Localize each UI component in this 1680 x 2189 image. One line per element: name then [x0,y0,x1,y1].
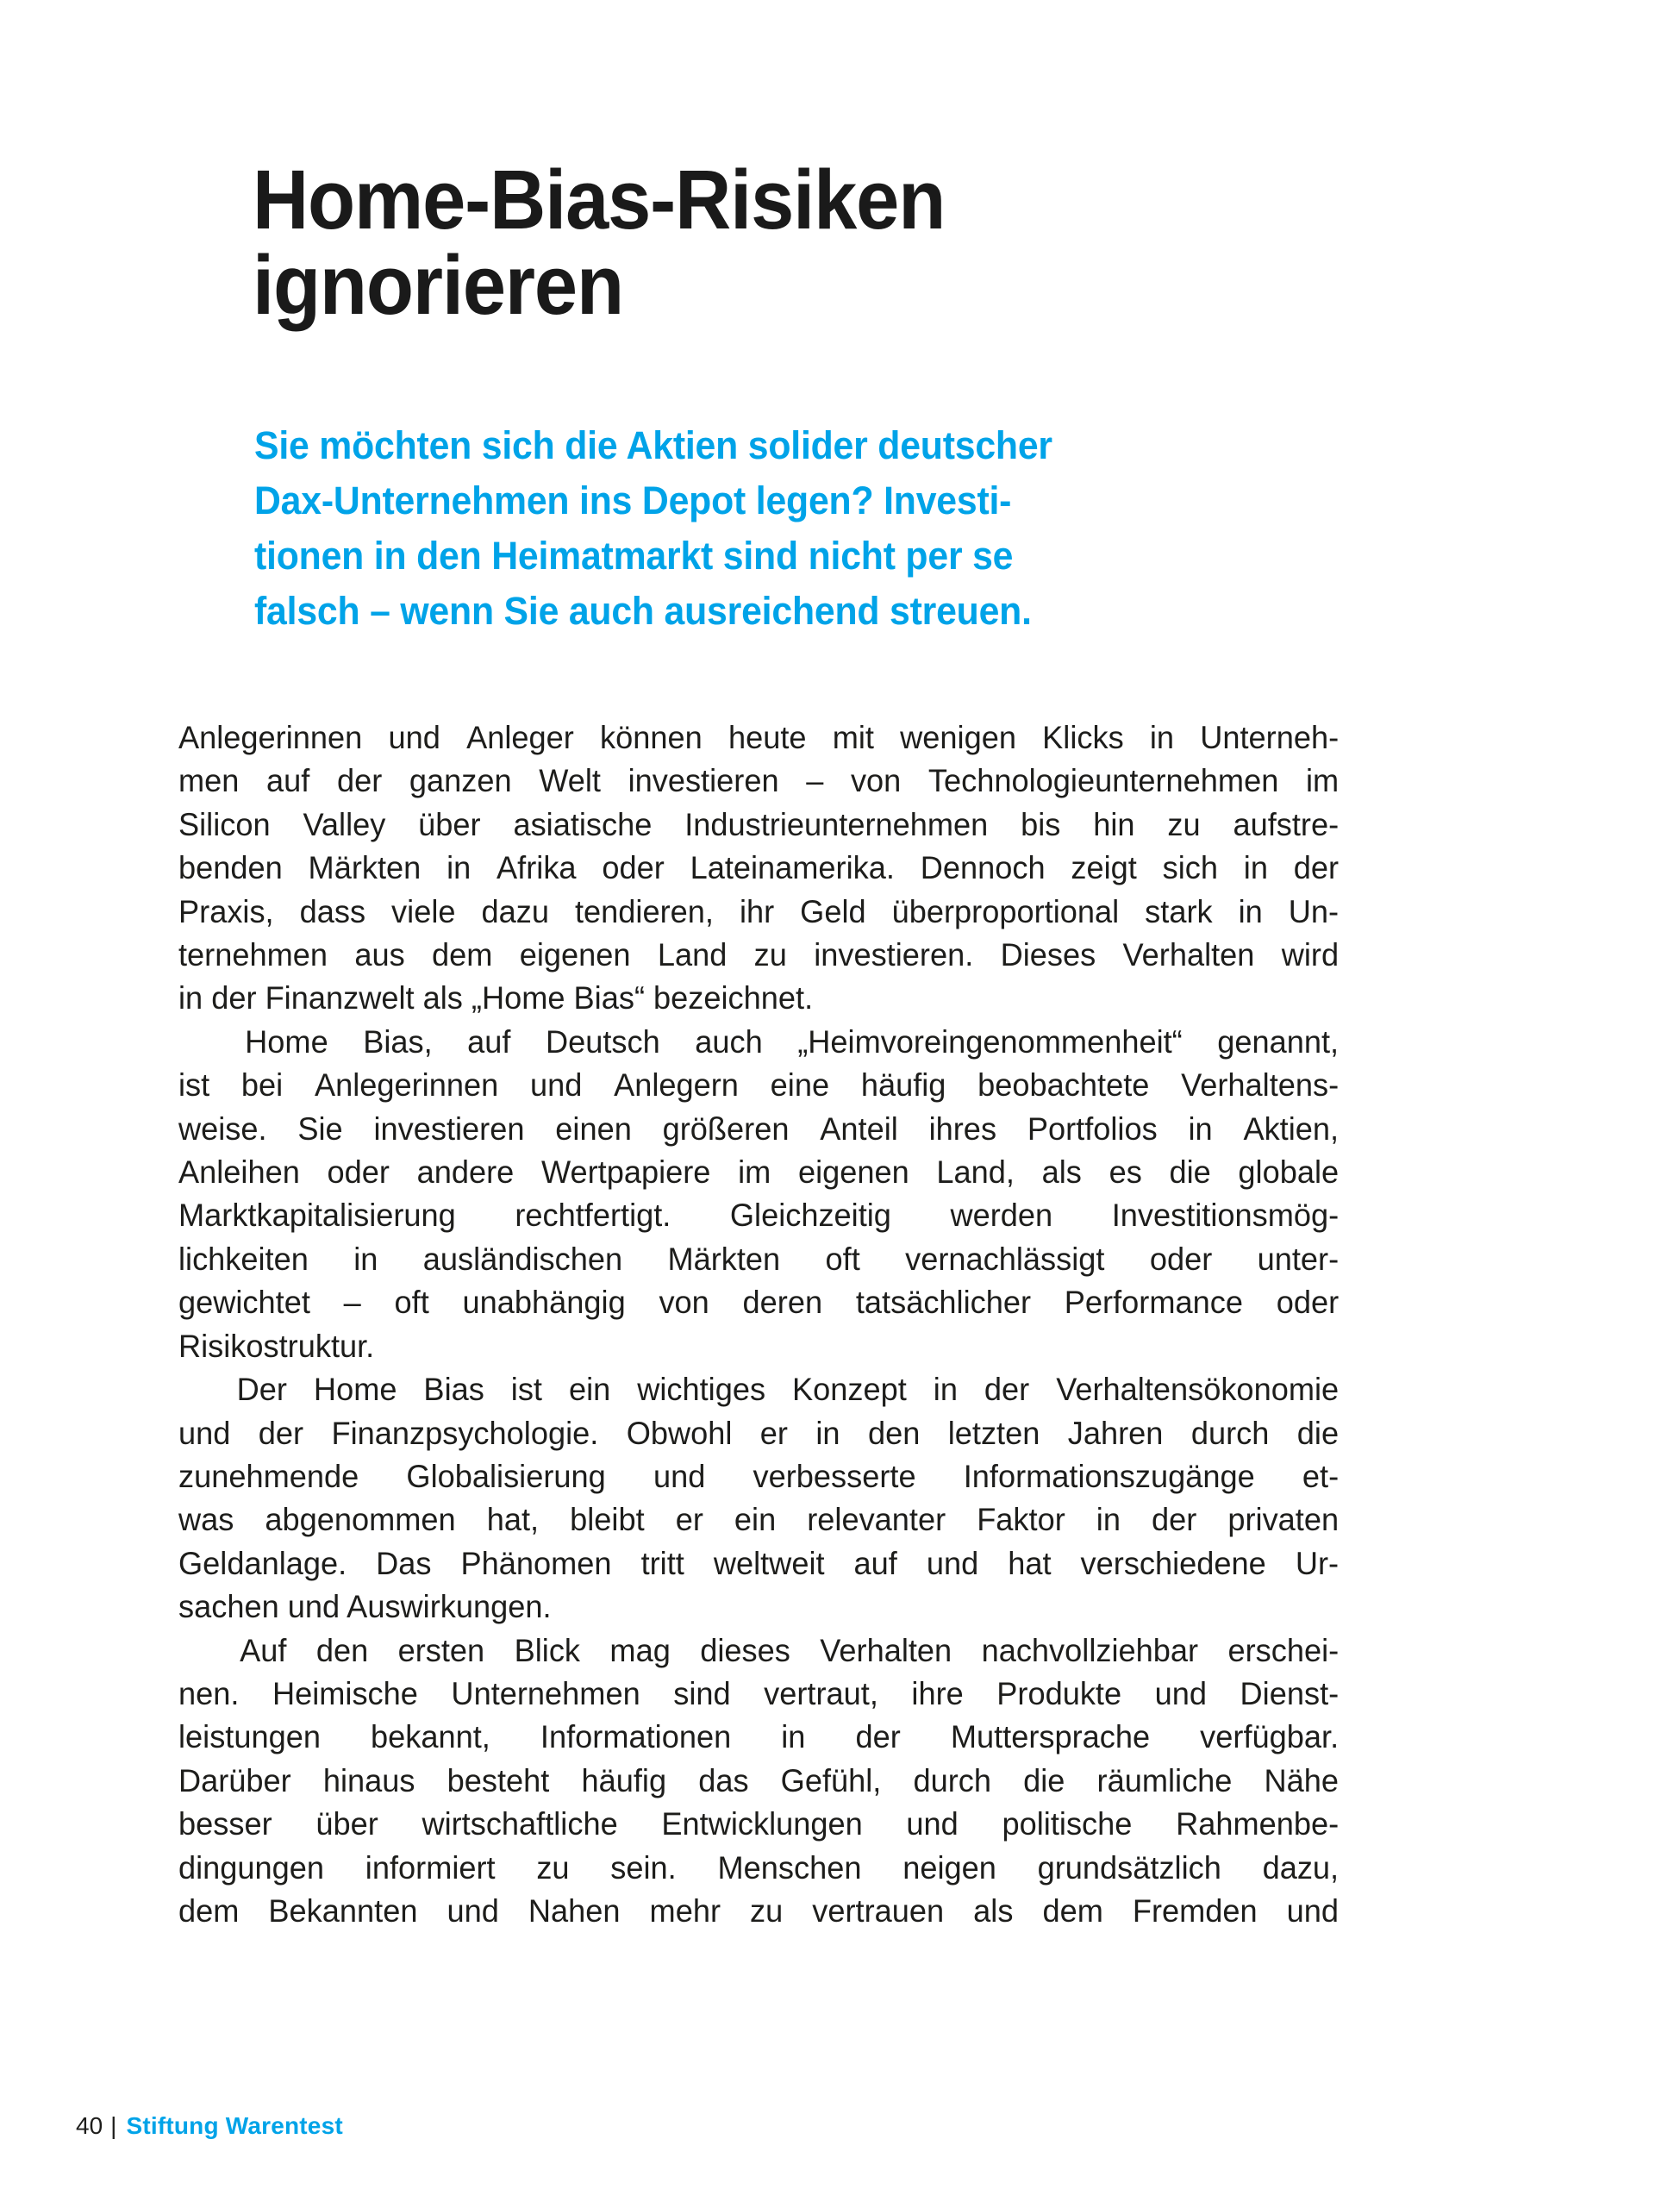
body-line [178,1150,1339,1193]
body-word: auf [853,1544,897,1581]
body-word: weltweit [713,1544,825,1581]
page-footer [76,2114,343,2138]
body-line [178,1280,1339,1323]
body-word: Finanzpsychologie. [331,1414,599,1451]
body-word: die [1169,1154,1211,1191]
body-word: Home [313,1371,397,1408]
body-word: lichkeiten [178,1240,309,1277]
body-word: Produkte [996,1674,1122,1711]
body-word: besteht [447,1761,550,1798]
body-word: Praxis, [178,892,274,929]
body-word: in [815,1414,840,1451]
body-word: die [1296,1414,1340,1451]
body-line [178,1759,1339,1802]
body-line [178,890,1339,933]
body-word: Unternehmen [451,1674,640,1711]
body-line [178,1672,1339,1715]
body-word: investieren [373,1110,525,1147]
body-word: oft [825,1240,860,1277]
body-word: mag [609,1631,671,1668]
body-word: wird [1281,936,1340,973]
body-word: hinaus [322,1761,415,1798]
body-line [178,1454,1339,1498]
body-paragraph [178,716,1339,1020]
body-word: Geld [800,892,866,929]
body-word: ein [568,1371,611,1408]
body-word: viele [391,892,456,929]
body-word: über [315,1805,378,1842]
body-word: von [850,762,902,799]
body-word: Gefühl, [780,1761,882,1798]
body-word: Verhalten [1122,936,1255,973]
body-word: Auf [240,1631,287,1668]
body-word: ganzen [409,762,512,799]
body-word: andere [416,1154,515,1191]
footer-separator: | [110,2112,117,2139]
body-word: sein. [610,1848,677,1886]
body-word: Obwohl [626,1414,733,1451]
page-number: 40 [76,2112,103,2139]
body-word: als [973,1892,1014,1929]
body-paragraph [178,1020,1339,1367]
body-word: Klicks [1042,719,1124,755]
body-word: oft [394,1284,429,1321]
body-word: bleibt [570,1501,645,1538]
body-word: in [781,1718,806,1755]
body-word: zu [1167,805,1201,842]
body-word: er [675,1501,703,1538]
body-word: zu [753,936,787,973]
body-word: Verhaltensökonomie [1056,1371,1340,1408]
body-word: grundsätzlich [1037,1848,1221,1886]
body-word: politische [1002,1805,1133,1842]
body-word: die [1023,1761,1065,1798]
body-word: abgenommen [265,1501,456,1538]
body-word: Home [245,1023,328,1060]
body-word: stark [1145,892,1213,929]
body-line [178,1846,1339,1889]
body-word: Nähe [1264,1761,1340,1798]
body-word: tritt [640,1544,684,1581]
body-word: als [1041,1154,1082,1191]
body-word: auf [467,1023,511,1060]
body-word: Un- [1288,892,1340,929]
body-word: Nahen [528,1892,621,1929]
body-word: mit [832,719,874,755]
body-word: Dennoch [920,849,1046,886]
body-line [178,1889,1339,1932]
body-word: deren [742,1284,823,1321]
body-word: Globalisierung [406,1457,606,1494]
body-word: Investitionsmög- [1111,1197,1340,1234]
body-word: wichtiges [637,1371,766,1408]
body-word: häufig [581,1761,667,1798]
body-word: benden [178,849,283,886]
body-word: überproportional [891,892,1120,929]
body-word: der [1152,1501,1197,1538]
body-word: oder [1149,1240,1213,1277]
body-line [178,1020,1339,1063]
body-word: durch [913,1761,992,1798]
publisher-name: Stiftung Warentest [126,2112,343,2139]
body-word: – [343,1284,361,1321]
body-word: Anteil [820,1110,898,1147]
body-word: dem [178,1892,240,1929]
page-title-line: ignorieren [253,237,623,332]
body-line: in der Finanzwelt als „Home Bias“ bezeichnet. [178,979,814,1016]
body-word: in [1188,1110,1213,1147]
body-line [178,1367,1339,1410]
page-title [253,152,1151,332]
body-word: ausländischen [422,1240,623,1277]
body-word: Bias, [363,1023,433,1060]
body-word: vertraut, [764,1674,878,1711]
body-word: ist [178,1066,210,1104]
body-word: oder [602,849,665,886]
body-word: und [1154,1674,1208,1711]
body-word: Blick [514,1631,581,1668]
paragraph-indent [178,1020,210,1063]
body-word: Portfolios [1027,1110,1158,1147]
body-word: wenigen [900,719,1016,755]
body-word: ternehmen [178,936,328,973]
body-word: ihr [739,892,775,929]
body-word: auch [695,1023,763,1060]
body-word: zu [536,1848,570,1886]
body-word: Anleger [466,719,574,755]
body-word: Land [657,936,728,973]
body-line: Risikostruktur. [178,1327,375,1364]
body-line [178,1542,1339,1585]
body-word: Märkten [308,849,422,886]
body-word: rechtfertigt. [515,1197,671,1234]
body-line [178,803,1339,846]
body-word: Das [376,1544,432,1581]
body-word: eigenen [519,936,631,973]
body-word: in [933,1371,958,1408]
body-word: weise. [178,1110,267,1147]
paragraph-indent [178,1629,210,1672]
body-line [178,1411,1339,1454]
body-word: tatsächlicher [855,1284,1032,1321]
body-word: Welt [539,762,601,799]
body-word: wirtschaftliche [422,1805,618,1842]
body-word: Deutsch [545,1023,660,1060]
body-word: und [653,1457,706,1494]
body-word: „Heimvoreingenommenheit“ [797,1023,1183,1060]
body-word: den [867,1414,921,1451]
body-word: und [926,1544,979,1581]
body-word: ist [510,1371,542,1408]
body-word: unter- [1257,1240,1340,1277]
body-line [178,1193,1339,1236]
body-word: dem [1042,1892,1103,1929]
body-word: räumliche [1096,1761,1233,1798]
body-word: von [659,1284,709,1321]
body-line [178,1629,1339,1672]
body-line [178,1715,1339,1758]
body-word: das [698,1761,749,1798]
body-word: Gleichzeitig [729,1197,891,1234]
body-word: Geldanlage. [178,1544,347,1581]
body-word: asiatische [513,805,653,842]
body-word: werden [950,1197,1053,1234]
body-word: erschei- [1227,1631,1340,1668]
body-word: bei [240,1066,284,1104]
body-word: Darüber [178,1761,291,1798]
body-word: der [336,762,383,799]
body-word: Anlegern [614,1066,739,1104]
body-word: und [178,1414,231,1451]
body-word: auf [266,762,310,799]
body-line: sachen und Auswirkungen. [178,1588,552,1625]
body-word: investieren. [814,936,974,973]
standfirst-line: tionen in den Heimatmarkt sind nicht per se [254,533,1014,578]
standfirst-line: Sie möchten sich die Aktien solider deutscher [254,423,1052,467]
body-word: Lateinamerika. [690,849,895,886]
body-word: Afrika [497,849,577,886]
body-word: der [1293,849,1340,886]
body-word: Marktkapitalisierung [178,1197,456,1234]
body-word: bekannt, [371,1718,490,1755]
body-word: Rahmenbe- [1176,1805,1340,1842]
body-word: dingungen [178,1848,325,1886]
body-line [178,716,1339,759]
article-body [178,716,1339,1932]
body-word: er [759,1414,788,1451]
body-word: Bekannten [268,1892,418,1929]
body-word: Anleihen [178,1154,300,1191]
body-word: Wertpapiere [540,1154,711,1191]
body-word: können [600,719,703,755]
body-word: globale [1238,1154,1340,1191]
body-word: letzten [947,1414,1040,1451]
body-word: Jahren [1067,1414,1164,1451]
body-word: Informationen [540,1718,732,1755]
body-word: verbesserte [753,1457,916,1494]
body-word: oder [1276,1284,1340,1321]
body-word: durch [1190,1414,1270,1451]
body-word: hat [1008,1544,1052,1581]
body-word: der [984,1371,1030,1408]
body-word: Silicon [178,805,271,842]
article-standfirst [254,418,1221,639]
body-word: aus [354,936,405,973]
body-word: verfügbar. [1200,1718,1340,1755]
paragraph-indent [178,1367,210,1410]
body-word: eigenen [797,1154,909,1191]
body-word: und [906,1805,959,1842]
body-word: hin [1093,805,1135,842]
body-paragraph [178,1367,1339,1628]
body-word: sind [673,1674,731,1711]
body-word: der [258,1414,304,1451]
body-word: Phänomen [460,1544,612,1581]
body-word: et- [1302,1457,1340,1494]
body-word: hat, [486,1501,540,1538]
body-word: Verhalten [820,1631,952,1668]
body-word: ein [734,1501,777,1538]
body-line [178,759,1339,802]
body-word: investieren [628,762,779,799]
body-word: einen [555,1110,632,1147]
body-word: und [529,1066,583,1104]
body-word: Dienst- [1240,1674,1340,1711]
body-word: beobachtete [977,1066,1150,1104]
body-word: unabhängig [462,1284,626,1321]
body-word: ihres [928,1110,997,1147]
body-word: in [447,849,472,886]
page-title-line: Home-Bias-Risiken [253,152,946,247]
body-word: gewichtet [178,1284,310,1321]
body-word: Fremden [1132,1892,1258,1929]
body-word: nen. [178,1674,240,1711]
body-word: heute [728,719,807,755]
body-word: Anlegerinnen [178,719,363,755]
body-word: Bias [423,1371,484,1408]
body-word: Technologieunternehmen [927,762,1279,799]
body-word: informiert [365,1848,496,1886]
body-word: zeigt [1071,849,1137,886]
body-word: dazu, [1262,1848,1340,1886]
body-word: Land, [936,1154,1015,1191]
body-word: eine [770,1066,830,1104]
body-line [178,1237,1339,1280]
body-word: aufstre- [1233,805,1340,842]
body-word: leistungen [178,1718,321,1755]
body-word: Informationszugänge [963,1457,1255,1494]
body-word: besser [178,1805,272,1842]
body-word: tendieren, [574,892,714,929]
body-word: Valley [303,805,386,842]
body-word: der [855,1718,901,1755]
body-line [178,1498,1339,1541]
body-word: Entwicklungen [661,1805,863,1842]
body-word: dazu [481,892,549,929]
standfirst-line: falsch – wenn Sie auch ausreichend streuen. [254,588,1032,633]
body-line [178,933,1339,976]
body-word: Märkten [667,1240,781,1277]
body-word: in [1149,719,1175,755]
body-word: vernachlässigt [905,1240,1105,1277]
body-word: was [178,1501,234,1538]
body-word: und [388,719,440,755]
body-word: Aktien, [1243,1110,1340,1147]
body-paragraph [178,1629,1339,1933]
body-line [178,1063,1339,1106]
body-word: in [1238,892,1263,929]
body-word: oder [327,1154,390,1191]
body-word: genannt, [1217,1023,1340,1060]
body-word: über [418,805,481,842]
body-word: Industrieunternehmen [684,805,989,842]
body-word: – [806,762,824,799]
body-word: und [1286,1892,1340,1929]
body-word: häufig [860,1066,946,1104]
body-word: zu [750,1892,784,1929]
body-word: im [738,1154,771,1191]
standfirst-line: Dax-Unternehmen ins Depot legen? Investi- [254,478,1012,522]
body-word: Verhaltens- [1181,1066,1340,1104]
body-word: ihre [911,1674,964,1711]
body-word: relevanter [807,1501,946,1538]
body-line [178,846,1339,889]
body-word: Dieses [1000,936,1096,973]
body-word: in [353,1240,378,1277]
body-word: Muttersprache [950,1718,1151,1755]
body-word: men [178,762,240,799]
body-word: vertrauen [812,1892,945,1929]
body-word: verschiedene [1080,1544,1266,1581]
body-word: größeren [662,1110,790,1147]
body-word: Heimische [272,1674,418,1711]
body-word: zunehmende [178,1457,359,1494]
body-word: es [1109,1154,1142,1191]
body-word: Anlegerinnen [314,1066,499,1104]
body-word: Ur- [1295,1544,1340,1581]
body-word: neigen [902,1848,996,1886]
body-word: Faktor [977,1501,1065,1538]
body-word: ersten [397,1631,485,1668]
body-line [178,1107,1339,1150]
body-word: Sie [297,1110,343,1147]
body-word: bis [1021,805,1061,842]
body-word: dieses [700,1631,790,1668]
body-word: in [1096,1501,1121,1538]
body-word: sich [1162,849,1218,886]
body-word: in [1243,849,1268,886]
body-line [178,1802,1339,1845]
body-word: Performance [1064,1284,1243,1321]
body-word: und [447,1892,499,1929]
body-word: mehr [649,1892,721,1929]
body-word: Unterneh- [1200,719,1340,755]
body-word: nachvollziehbar [981,1631,1199,1668]
body-word: privaten [1227,1501,1340,1538]
body-word: Der [236,1371,287,1408]
body-word: Menschen [717,1848,862,1886]
body-word: Konzept [792,1371,907,1408]
body-word: den [315,1631,369,1668]
body-word: im [1305,762,1340,799]
body-word: dem [431,936,493,973]
body-word: dass [299,892,366,929]
